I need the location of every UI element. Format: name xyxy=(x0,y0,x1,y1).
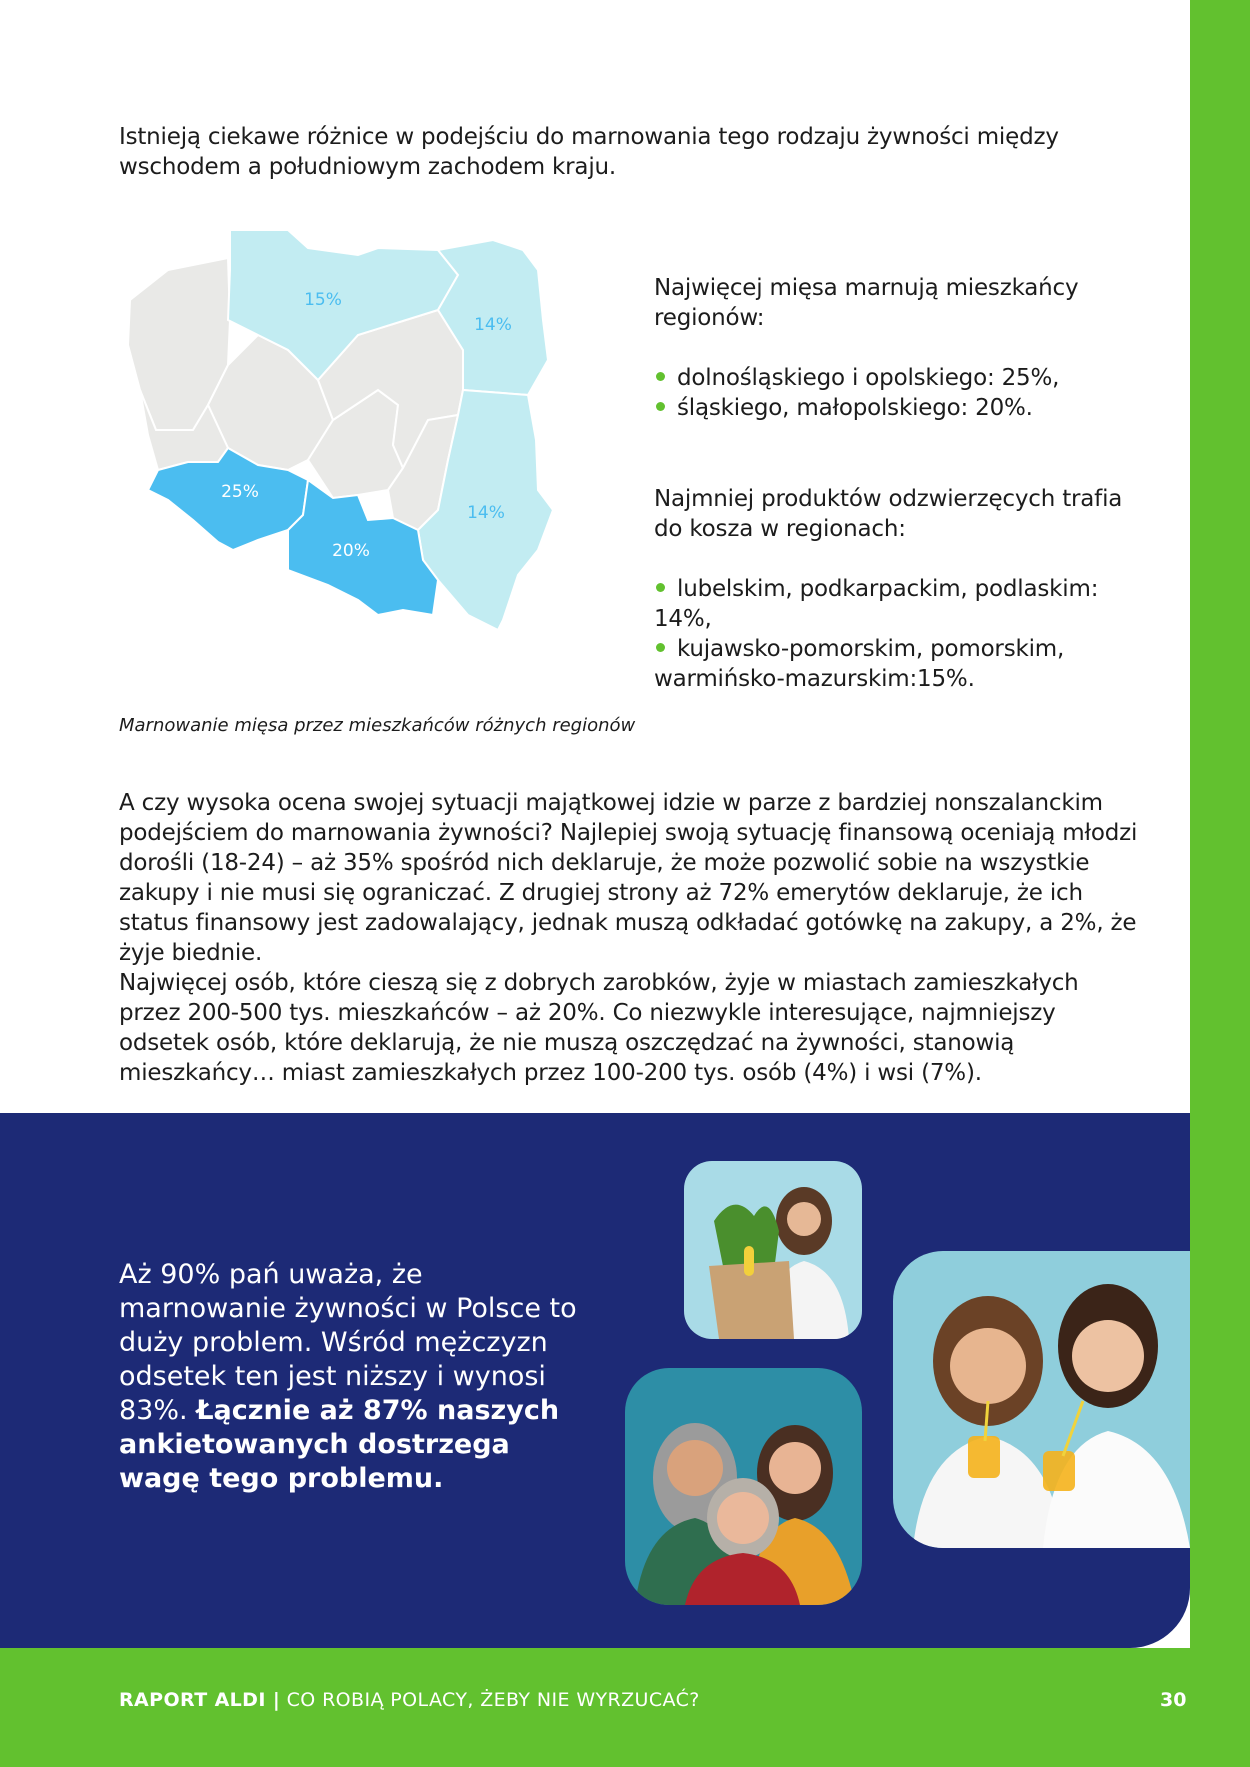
page-number: 30 xyxy=(1160,1689,1187,1711)
footer-report-title: RAPORT ALDI | CO ROBIĄ POLACY, ŻEBY NIE WYRZUCAĆ? xyxy=(119,1689,700,1711)
right-green-bar xyxy=(1190,0,1250,1767)
bullet-dot-icon xyxy=(656,402,665,411)
map-caption: Marnowanie mięsa przez mieszkańców różnych regionów xyxy=(119,715,636,736)
list-item: lubelskim, podkarpackim, podlaskim: 14%, xyxy=(654,576,1099,632)
photo-three-women xyxy=(625,1368,862,1605)
highlight-quote: Aż 90% pań uważa, że marnowanie żywności w Polsce to duży problem. Wśród mężczyzn odsetek ten jest niższy i wynosi 83%. Łącznie aż 87% naszych ankietowanych dostrzega wagę tego problemu. xyxy=(119,1259,577,1494)
list-item: śląskiego, małopolskiego: 20%. xyxy=(654,393,1134,423)
map-label-east: 14% xyxy=(467,503,505,523)
bullet-dot-icon xyxy=(656,643,665,652)
footer-brand: RAPORT ALDI | xyxy=(119,1689,281,1711)
body-paragraph-earnings: Najwięcej osób, które cieszą się z dobrych zarobków, żyje w miastach zamieszkałych przez 200-500 tys. mieszkańców – aż 20%. Co niezwykle interesujące, najmniejszy odsetek osób, które deklarują, że nie muszą oszczędzać na żywności, stanowią mieszkańcy… miast zamieszkałych przez 100-200 tys. osób (4%) i wsi (7%). xyxy=(119,970,1079,1086)
map-label-north: 15% xyxy=(304,290,342,310)
body-paragraph-finances: A czy wysoka ocena swojej sytuacji majątkowej idzie w parze z bardziej nonszalanckim podejściem do marnowania żywności? Najlepiej swoją sytuację finansową oceniają młodzi dorośli (18-24) – aż 35% spośród nich deklaruje, że może pozwolić sobie na wszystkie zakupy i nie musi się ograniczać. Z drugiej strony aż 72% emerytów deklaruje, że ich status finansowy jest zadowalający, jednak muszą odkładać gotówkę na zakupy, a 2%, że żyje biednie. xyxy=(119,790,1138,966)
least-waste-lead: Najmniej produktów odzwierzęcych trafia do kosza w regionach: xyxy=(654,486,1123,542)
map-label-northeast: 14% xyxy=(474,315,512,335)
map-label-southwest: 25% xyxy=(221,482,259,502)
highlight-quote-bold: Łącznie aż 87% naszych ankietowanych dostrzega wagę tego problemu. xyxy=(119,1395,560,1494)
most-waste-lead: Najwięcej mięsa marnują mieszkańcy regionów: xyxy=(654,275,1079,331)
bullet-dot-icon xyxy=(656,583,665,592)
poland-region-map xyxy=(118,230,628,710)
map-label-south: 20% xyxy=(332,541,370,561)
list-item: dolnośląskiego i opolskiego: 25%, xyxy=(654,363,1134,393)
photo-woman-with-groceries xyxy=(684,1161,862,1339)
bullet-dot-icon xyxy=(656,372,665,381)
list-item: kujawsko-pomorskim, pomorskim, warmińsko-mazurskim:15%. xyxy=(654,636,1065,692)
least-waste-block xyxy=(654,484,1134,694)
photo-two-women-with-juice xyxy=(893,1251,1190,1548)
most-waste-block xyxy=(654,273,1134,423)
intro-text: Istnieją ciekawe różnice w podejściu do marnowania tego rodzaju żywności między wschodem a południowym zachodem kraju. xyxy=(119,124,1059,180)
